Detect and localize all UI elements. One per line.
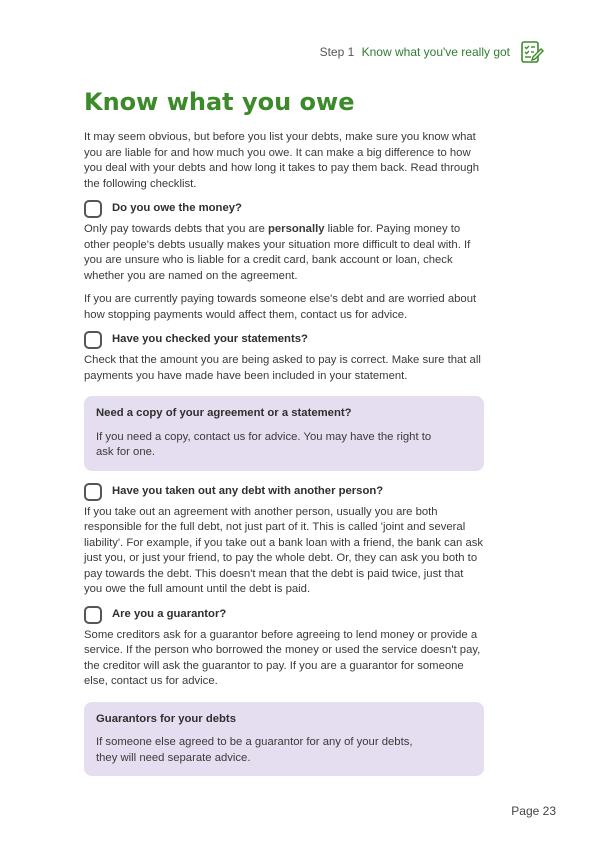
checklist-paragraph: Some creditors ask for a guarantor before agreeing to lend money or provide a service. If the person who borrowed the money or used the service doesn't pay, the creditor will ask the guarantor to pay. If you are a guarantor for someone else, contact us for advice.	[84, 628, 481, 687]
checklist-item-label: Do you owe the money?	[112, 202, 242, 215]
checkbox-icon[interactable]	[84, 331, 102, 349]
callout-title: Guarantors for your debts	[96, 712, 236, 725]
page-header	[320, 40, 544, 64]
checklist-paragraph: If you take out an agreement with another person, usually you are both responsible for the full debt, not just part of it. This is called 'joint and several liability'. For example, if you take out a bank loan with a friend, the bank can ask just you, or just your friend, to pay the whole debt. Or, they can ask you both to pay towards the debt. This doesn't mean that the debt is paid twice, just that you owe the full amount until the debt is paid.	[84, 505, 484, 595]
step-title: Know what you've really got	[361, 45, 510, 59]
page-title: Know what you owe	[84, 88, 355, 116]
callout-title: Need a copy of your agreement or a statement?	[96, 407, 352, 419]
page-number: Page 23	[511, 804, 556, 818]
checklist-item	[84, 331, 484, 349]
page-content	[84, 130, 484, 788]
checklist-item	[84, 200, 484, 218]
info-callout	[84, 396, 484, 471]
step-number: Step 1	[319, 45, 355, 59]
checklist-item-label: Have you checked your statements?	[112, 333, 308, 346]
checklist-paragraph: Check that the amount you are being asked to pay is correct. Make sure that all payments you have made have been included in your statement.	[84, 354, 481, 382]
checklist-item	[84, 606, 484, 624]
checklist-paragraph: Only pay towards debts that you are personally liable for. Paying money to other people's debts usually makes your situation more difficult to deal with. If you are unsure who is liable for a credit card, bank account or loan, check whether you are named on the agreement.	[84, 223, 471, 282]
checkbox-icon[interactable]	[84, 483, 102, 501]
checklist-paragraph: If you are currently paying towards someone else's debt and are worried about how stopping payments would affect them, contact us for advice.	[84, 293, 477, 321]
callout-body: If someone else agreed to be a guarantor for any of your debts, they will need separate advice.	[96, 736, 413, 764]
info-callout	[84, 702, 484, 777]
checkbox-icon[interactable]	[84, 200, 102, 218]
checklist-pencil-icon	[520, 40, 544, 64]
checklist-item-label: Have you taken out any debt with another person?	[112, 484, 384, 497]
emphasis-text: personally	[268, 223, 325, 235]
checklist-item	[84, 483, 484, 501]
intro-paragraph: It may seem obvious, but before you list your debts, make sure you know what you are liable for and how much you owe. It can make a big difference to how you deal with your debts and how long it takes to pay them back. Read through the following checklist.	[84, 131, 480, 190]
checkbox-icon[interactable]	[84, 606, 102, 624]
callout-body: If you need a copy, contact us for advice. You may have the right to ask for one.	[96, 430, 432, 458]
checklist-item-label: Are you a guarantor?	[112, 607, 227, 620]
step-label	[320, 45, 510, 59]
